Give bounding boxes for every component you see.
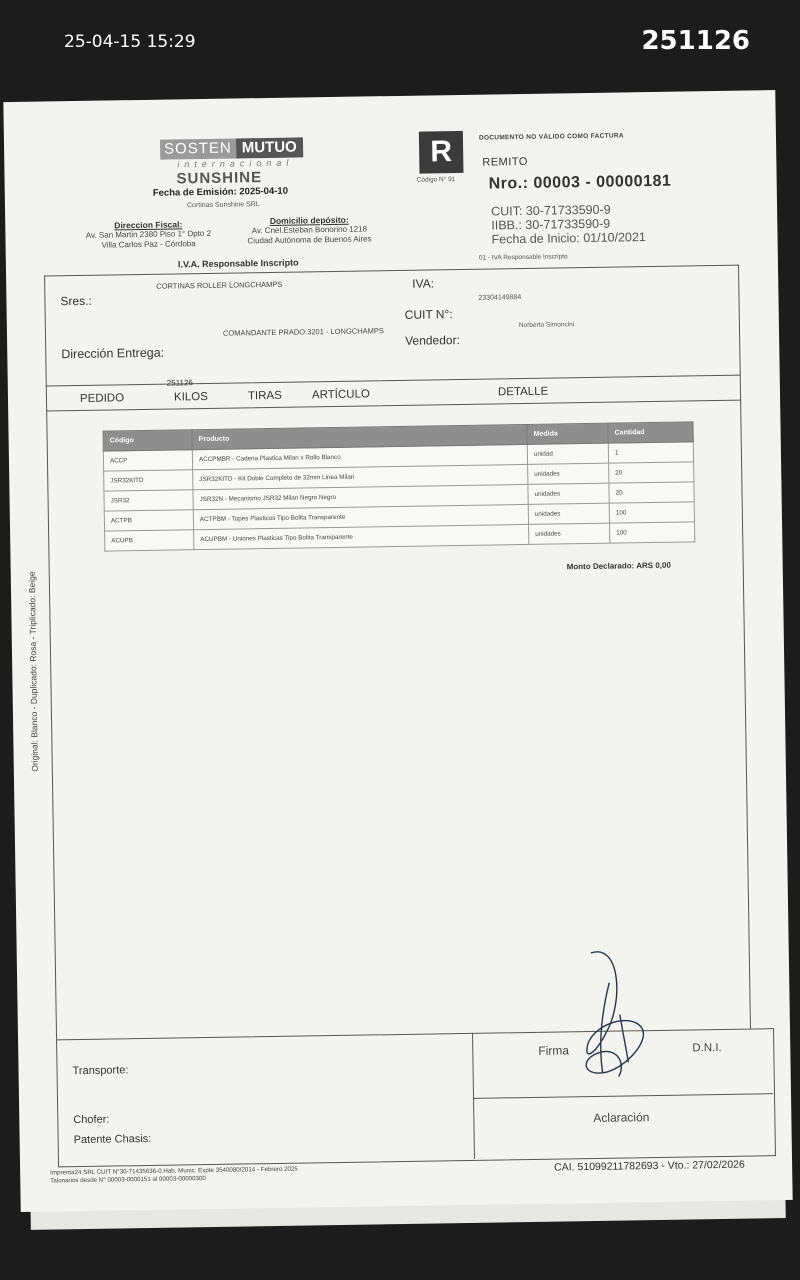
document-type: REMITO bbox=[482, 155, 529, 169]
cell-medida: unidad bbox=[527, 443, 608, 464]
photo-label: 251126 bbox=[641, 26, 750, 56]
cai-number: CAI. 51099211782693 - Vto.: 27/02/2026 bbox=[554, 1158, 745, 1174]
fiscal-address-line1: Av. San Martin 2380 Piso 1° Dpto 2 bbox=[85, 228, 212, 240]
issuer-iibb: IIBB.: 30-71733590-9 bbox=[491, 216, 611, 233]
cell-producto: ACTPBM - Topes Plasticos Tipo Bolita Transparente bbox=[193, 504, 528, 529]
cell-codigo: JSR32KITD bbox=[104, 470, 193, 491]
logo-sub: internacional bbox=[177, 157, 294, 170]
order-code: 251126 bbox=[166, 378, 193, 388]
driver-label: Chofer: bbox=[73, 1113, 110, 1127]
deposit-address-label: Domicilio depósito: bbox=[269, 214, 349, 226]
cell-codigo: ACCP bbox=[103, 450, 192, 471]
printer-info-line1: Imprenta24 SRL CUIT N°30-71435636-0 Hab. Munic. Expte 3540080/2014 - Febrero 2025 bbox=[50, 1165, 298, 1177]
delivery-address-label: Dirección Entrega: bbox=[61, 345, 165, 362]
document-letter: R bbox=[419, 131, 464, 174]
clarification-label: Aclaración bbox=[593, 1110, 650, 1125]
th-codigo: Código bbox=[103, 430, 192, 451]
copy-color-note: Original: Blanco - Duplicado: Rosa - Triplicado: Beige bbox=[26, 571, 40, 772]
cell-codigo: ACTPB bbox=[104, 510, 193, 531]
client-iva-label: IVA: bbox=[412, 276, 435, 291]
th-cantidad: Cantidad bbox=[608, 422, 693, 443]
delivery-address: COMANDANTE PRADO 3201 - LONGCHAMPS bbox=[222, 326, 384, 338]
company-name: Cortinas Sunshine SRL bbox=[186, 201, 260, 210]
client-label: Sres.: bbox=[60, 293, 92, 309]
client-name: CORTINAS ROLLER LONGCHAMPS bbox=[156, 279, 283, 291]
col-articulo: ARTÍCULO bbox=[311, 388, 371, 402]
start-date: Fecha de Inicio: 01/10/2021 bbox=[491, 230, 646, 247]
deposit-address-line2: Ciudad Autónoma de Buenos Aires bbox=[247, 234, 372, 246]
emission-date: Fecha de Emisión: 2025-04-10 bbox=[152, 185, 289, 199]
deposit-address bbox=[229, 214, 389, 247]
document-code: Código N° 91 bbox=[416, 176, 456, 184]
fiscal-address-line2: Villa Carlos Paz - Córdoba bbox=[101, 239, 196, 250]
col-pedido: PEDIDO bbox=[79, 392, 125, 405]
remito-document bbox=[3, 90, 792, 1212]
fiscal-address-label: Direccion Fiscal: bbox=[114, 219, 183, 231]
cell-codigo: ACUPB bbox=[105, 530, 194, 551]
signature-label: Firma bbox=[538, 1043, 570, 1058]
handwritten-signature bbox=[561, 942, 663, 1084]
logo-right: MUTUO bbox=[236, 137, 303, 158]
cell-producto: JSR32N - Mecanismo JSR32 Milan Negro Negro bbox=[193, 484, 528, 509]
cell-producto: JSR32KITD - Kit Doble Completo de 32mm Linea Milan bbox=[193, 464, 528, 489]
fiscal-address bbox=[63, 219, 233, 252]
client-cuit-label: CUIT N°: bbox=[404, 307, 453, 322]
cell-medida: unidades bbox=[528, 463, 609, 484]
th-medida: Medida bbox=[527, 423, 608, 444]
cell-cantidad: 20 bbox=[609, 482, 694, 503]
transport-label: Transporte: bbox=[72, 1064, 129, 1078]
col-detalle: DETALLE bbox=[497, 385, 549, 399]
client-cuit: 23304149884 bbox=[478, 294, 522, 302]
plate-label: Patente Chasis: bbox=[73, 1132, 152, 1147]
logo-left: SOSTEN bbox=[160, 138, 236, 159]
seller-label: Vendedor: bbox=[405, 332, 460, 348]
seller-name: Norberto Simoncini bbox=[518, 321, 575, 330]
issuer-cuit: CUIT: 30-71733590-9 bbox=[490, 202, 611, 219]
items-table bbox=[103, 421, 696, 551]
cell-cantidad: 100 bbox=[609, 502, 694, 523]
cell-producto: ACCPMBR - Cadena Plastica Milan x Rollo Blanco bbox=[192, 444, 527, 469]
cell-cantidad: 100 bbox=[610, 522, 695, 543]
th-producto: Producto bbox=[192, 424, 527, 449]
dni-label: D.N.I. bbox=[692, 1041, 722, 1055]
col-tiras: TIRAS bbox=[247, 389, 282, 403]
iva-condition: I.V.A. Responsable Inscripto bbox=[177, 257, 299, 270]
document-number: Nro.: 00003 - 00000181 bbox=[488, 172, 672, 193]
printer-info-line2: Talonarios desde N° 00003-0000151 al 00003-00000300 bbox=[50, 1175, 206, 1185]
iva-code: 01 - IVA Responsable Inscripto bbox=[478, 253, 568, 262]
footer-box bbox=[56, 1028, 776, 1167]
cell-cantidad: 1 bbox=[608, 442, 693, 463]
company-logo bbox=[160, 137, 311, 187]
col-kilos: KILOS bbox=[173, 390, 208, 404]
not-valid-notice: DOCUMENTO NO VÁLIDO COMO FACTURA bbox=[478, 132, 624, 142]
cell-cantidad: 20 bbox=[609, 462, 694, 483]
cell-codigo: JSR32 bbox=[104, 490, 193, 511]
photo-timestamp: 25-04-15 15:29 bbox=[64, 32, 196, 52]
deposit-address-line1: Av. Cnel.Esteban Bonorino 1218 bbox=[251, 224, 368, 236]
client-box bbox=[44, 265, 741, 387]
cell-medida: unidades bbox=[528, 483, 609, 504]
logo-brand: SUNSHINE bbox=[176, 169, 263, 188]
declared-amount: Monto Declarado: ARS 0,00 bbox=[566, 560, 671, 572]
cell-medida: unidades bbox=[528, 503, 609, 524]
printer-info bbox=[50, 1166, 298, 1186]
cell-producto: ACUPBM - Uniones Plasticas Tipo Bolita Transparente bbox=[194, 524, 529, 549]
cell-medida: unidades bbox=[529, 523, 610, 544]
